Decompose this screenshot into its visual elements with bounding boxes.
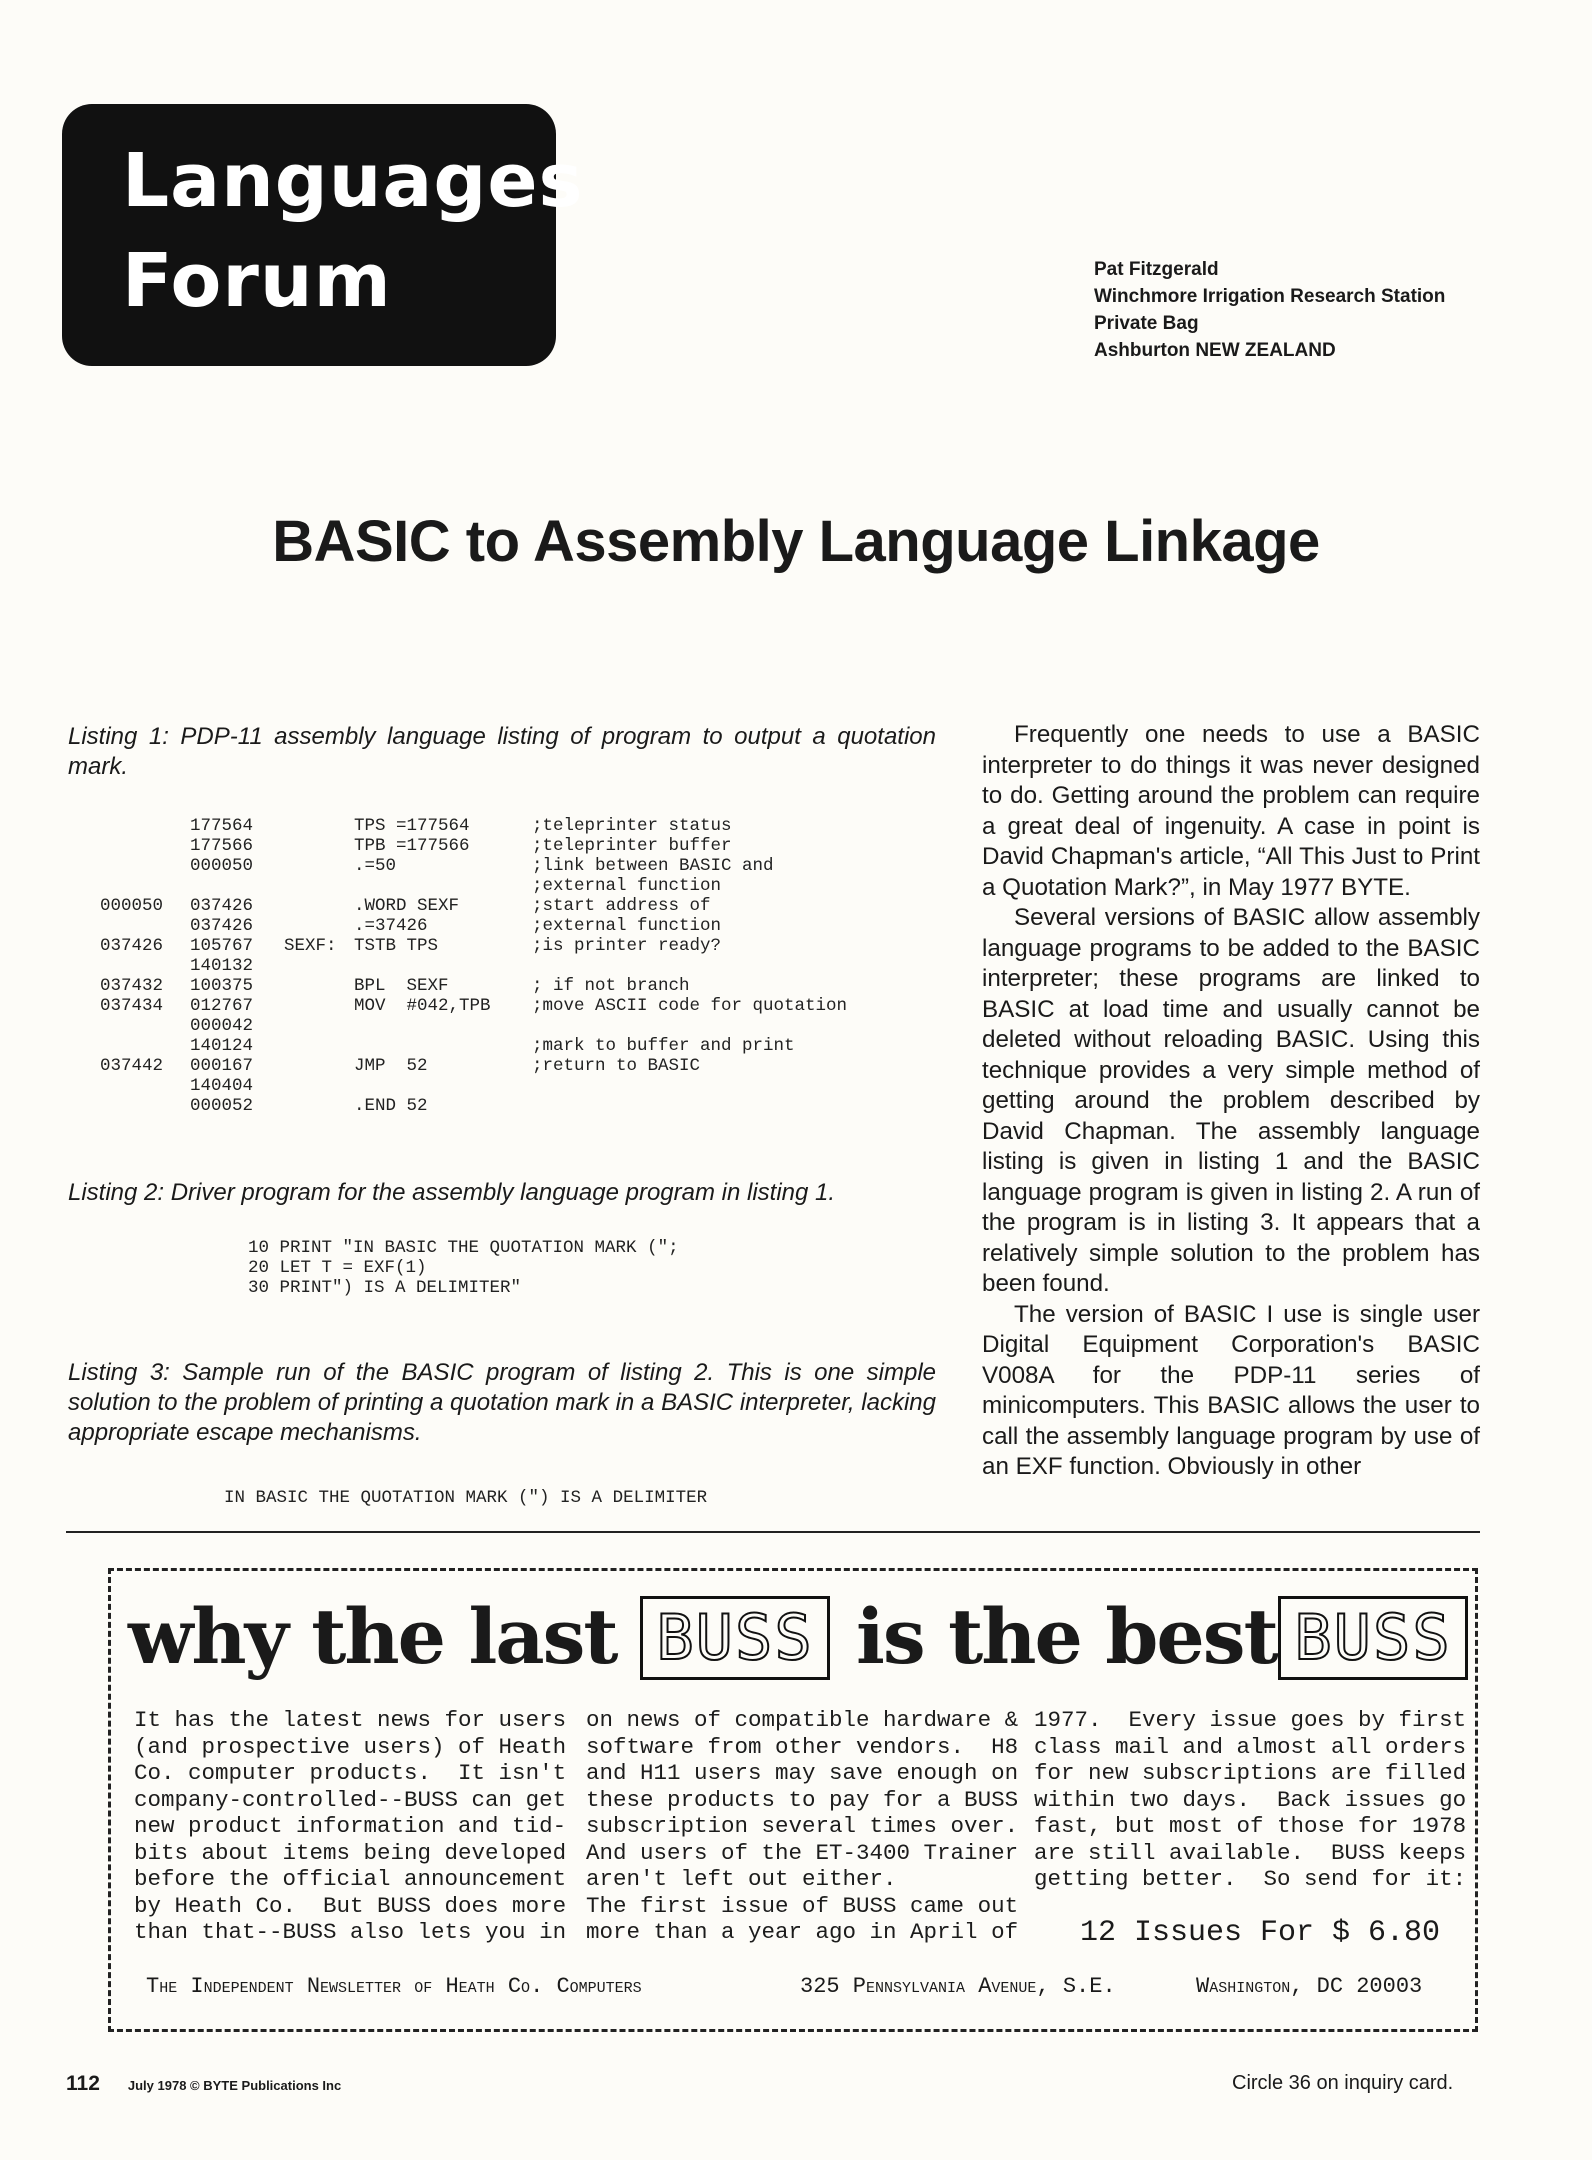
ad-column-3: 1977. Every issue goes by first class mail and almost all orders for new subscriptions are filled within two days. Back issues go fast, but most of those for 1978 are still available. BUSS keeps getting better. So send for it: bbox=[1034, 1707, 1467, 1892]
listing-1-instr: JMP 52 bbox=[354, 1056, 428, 1076]
listing-1-comment: ;external function bbox=[532, 916, 722, 936]
page-footer-left bbox=[66, 2072, 341, 2096]
page-number: 112 bbox=[66, 2072, 100, 2095]
listing-1-label: SEXF: bbox=[284, 936, 337, 956]
listing-1-instr: TSTB TPS bbox=[354, 936, 439, 956]
listing-1-instr: .=37426 bbox=[354, 916, 428, 936]
listing-1-addr: 000050 bbox=[100, 896, 164, 916]
article-body bbox=[982, 720, 1480, 1483]
ad-column-2: on news of compatible hardware & software from other vendors. H8 and H11 users may save enough on these products to pay for a BUSS subscription several times over. And users of the ET-3400 Trainer aren't left out either. The first issue of BUSS came out more than a year ago in April of bbox=[586, 1707, 1019, 1945]
listing-1-code: 177566 bbox=[190, 836, 254, 856]
buss-logo-box: BUSS bbox=[640, 1596, 830, 1680]
ad-price: 12 Issues For $ 6.80 bbox=[1080, 1916, 1441, 1950]
ad-head-part-2: is the best bbox=[856, 1592, 1277, 1681]
listing-1-instr: MOV #042,TPB bbox=[354, 996, 491, 1016]
listing-1-code: 100375 bbox=[190, 976, 254, 996]
listing-3-caption: Listing 3: Sample run of the BASIC program of listing 2. This is one simple solution to the problem of printing a quotation mark in a BASIC interpreter, lacking appropriate escape mechanisms. bbox=[68, 1359, 936, 1446]
body-paragraph-2: Several versions of BASIC allow assembly language programs to be added to the BASIC interpreter; these programs are linked to BASIC at load time and usually cannot be deleted without reloading BASIC. Using this technique provides a very simple method of getting around the problem described by David Chapman. The assembly language listing is given in listing 1 and the BASIC language program is given in listing 2. A run of the program is in listing 3. It appears that a relatively simple solution to the problem has been found. bbox=[982, 904, 1480, 1297]
listing-1-comment: ;link between BASIC and bbox=[532, 856, 774, 876]
listing-1-code: 037426 bbox=[190, 916, 254, 936]
copyright-line: July 1978 © BYTE Publications Inc bbox=[127, 2078, 342, 2093]
author-address-2: Ashburton NEW ZEALAND bbox=[1094, 340, 1336, 361]
listing-2-line: 10 PRINT "IN BASIC THE QUOTATION MARK ("; bbox=[248, 1238, 679, 1258]
buss-logo-box: BUSS bbox=[1278, 1596, 1468, 1680]
author-block bbox=[1094, 256, 1445, 364]
listing-1-instr: TPS =177564 bbox=[354, 816, 470, 836]
ad-column-1: It has the latest news for users (and prospective users) of Heath Co. computer products. It isn't company-controlled--BUSS can get new product information and tid- bits about items being developed before the official announcement by Heath Co. But BUSS does more than that--BUSS also lets you in bbox=[134, 1707, 567, 1945]
listing-1-comment: ;external function bbox=[532, 876, 722, 896]
listing-1-comment: ;mark to buffer and print bbox=[532, 1036, 795, 1056]
listing-1-comment: ;return to BASIC bbox=[532, 1056, 701, 1076]
ad-footer-newsletter: The Independent Newsletter of Heath Co. Computers bbox=[146, 1974, 642, 1999]
listing-1-instr: .WORD SEXF bbox=[354, 896, 460, 916]
body-paragraph-3: The version of BASIC I use is single user Digital Equipment Corporation's BASIC V008A for the PDP-11 series of minicomputers. This BASIC allows the user to call the assembly language program by use of an EXF function. Obviously in other bbox=[982, 1300, 1480, 1480]
listing-1-instr: .END 52 bbox=[354, 1096, 428, 1116]
listing-3-output: IN BASIC THE QUOTATION MARK (") IS A DELIMITER bbox=[224, 1488, 708, 1508]
listing-1-code: 105767 bbox=[190, 936, 254, 956]
author-address-1: Private Bag bbox=[1094, 313, 1199, 334]
inquiry-note: Circle 36 on inquiry card. bbox=[1232, 2072, 1454, 2094]
section-divider bbox=[66, 1531, 1480, 1533]
ad-footer-city: Washington, DC 20003 bbox=[1196, 1974, 1423, 1999]
listing-1-comment: ;move ASCII code for quotation bbox=[532, 996, 848, 1016]
listing-1-comment: ;start address of bbox=[532, 896, 711, 916]
author-name: Pat Fitzgerald bbox=[1094, 259, 1219, 280]
listing-1-addr: 037426 bbox=[100, 936, 164, 956]
listing-1-comment: ;is printer ready? bbox=[532, 936, 722, 956]
listing-1-instr: BPL SEXF bbox=[354, 976, 449, 996]
listing-1-instr: .=50 bbox=[354, 856, 397, 876]
listing-1-instr: TPB =177566 bbox=[354, 836, 470, 856]
listing-2-caption: Listing 2: Driver program for the assembly language program in listing 1. bbox=[68, 1179, 836, 1206]
listing-1-code: 140132 bbox=[190, 956, 254, 976]
author-org: Winchmore Irrigation Research Station bbox=[1094, 286, 1446, 307]
listing-2-line: 30 PRINT") IS A DELIMITER" bbox=[248, 1278, 522, 1298]
listing-1-comment: ;teleprinter buffer bbox=[532, 836, 732, 856]
listing-1-addr: 037434 bbox=[100, 996, 164, 1016]
listing-1-code: 000167 bbox=[190, 1056, 254, 1076]
listing-1-code: 000042 bbox=[190, 1016, 254, 1036]
ad-footer-address: 325 Pennsylvania Avenue, S.E. bbox=[800, 1974, 1116, 1999]
listing-1-caption: Listing 1: PDP-11 assembly language listing of program to output a quotation mark. bbox=[68, 723, 936, 780]
listing-1-addr: 037442 bbox=[100, 1056, 164, 1076]
ad-head-part-1: why the last bbox=[128, 1592, 617, 1681]
listing-1-code: 140404 bbox=[190, 1076, 254, 1096]
languages-forum-logo bbox=[62, 104, 584, 366]
listing-1-comment: ; if not branch bbox=[532, 976, 690, 996]
listing-1-code: 140124 bbox=[190, 1036, 254, 1056]
listing-1-code: 000050 bbox=[190, 856, 254, 876]
listing-1-comment: ;teleprinter status bbox=[532, 816, 732, 836]
logo-line-1: Languages bbox=[122, 138, 584, 224]
listing-1-code: 037426 bbox=[190, 896, 254, 916]
listing-1-code: 012767 bbox=[190, 996, 254, 1016]
listing-1-code bbox=[0, 816, 960, 1136]
body-paragraph-1: Frequently one needs to use a BASIC interpreter to do things it was never designed to do. Getting around the problem can require a great deal of ingenuity. A case in point is David Chapman's article, “All This Just to Print a Quotation Mark?”, in May 1977 BYTE. bbox=[982, 721, 1480, 901]
listing-1-code: 000052 bbox=[190, 1096, 254, 1116]
listing-2-line: 20 LET T = EXF(1) bbox=[248, 1258, 427, 1278]
listing-1-addr: 037432 bbox=[100, 976, 164, 996]
logo-line-2: Forum bbox=[122, 238, 392, 324]
listing-1-code: 177564 bbox=[190, 816, 254, 836]
article-title: BASIC to Assembly Language Linkage bbox=[272, 509, 1320, 574]
